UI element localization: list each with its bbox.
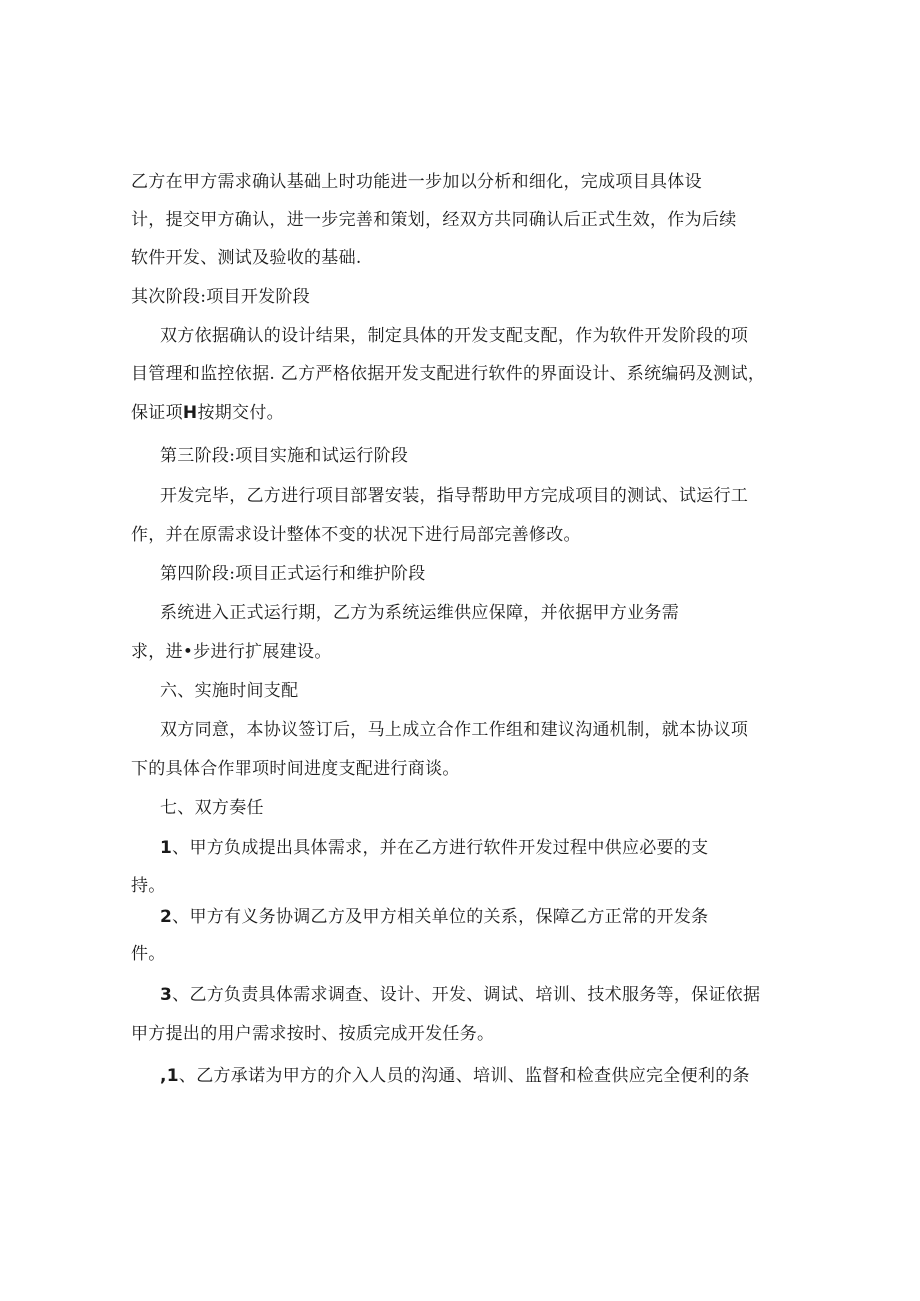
section-heading: 七、双方奏任 (160, 798, 264, 818)
text-run: 、甲方有义务协调乙方及甲方相关单位的关系，保障乙方正常的开发条 (172, 907, 709, 927)
paragraph-line: 乙方在甲方需求确认基础上时功能进一步加以分析和细化，完成项目具体设 (131, 172, 702, 192)
list-number: 1 (160, 838, 173, 858)
paragraph-line: 系统进入正式运行期，乙方为系统运维供应保障，并依据甲方业务需 (160, 603, 679, 623)
text-run: H (182, 403, 198, 423)
section-heading: 第三阶段:项目实施和试运行阶段 (160, 446, 409, 466)
list-item-line: 件。 (131, 944, 166, 964)
paragraph-line: 软件开发、测试及验收的基础. (131, 248, 362, 268)
text-run: 、甲方负成提出具体需求，并在乙方进行软件开发过程中供应必要的支 (172, 838, 709, 858)
list-item-line: 持。 (131, 876, 166, 896)
list-item-line (160, 1064, 750, 1088)
list-item-line (160, 905, 708, 929)
paragraph-line: 双方同意，本协议签订后，马上成立合作工作组和建议沟通机制，就本协议项 (160, 720, 749, 740)
section-heading: 六、实施时间支配 (160, 681, 299, 701)
section-heading: 其次阶段:项目开发阶段 (131, 287, 311, 307)
paragraph-line: 下的具体合作罪项时间进度支配进行商谈。 (131, 759, 460, 779)
text-run: 、乙方承诺为甲方的介入人员的沟通、培训、监督和检查供应完全便利的条 (178, 1066, 750, 1086)
list-number: 3 (160, 985, 173, 1005)
list-item-line (160, 983, 760, 1007)
section-heading: 第四阶段:项目正式运行和维护阶段 (160, 564, 426, 584)
paragraph-line: 双方依据确认的设计结果，制定具体的开发支配支配，作为软件开发阶段的项 (160, 326, 749, 346)
list-item-line (160, 836, 708, 860)
text-run: 、乙方负责具体需求调查、设计、开发、调试、培训、技术服务等，保证依据 (172, 985, 761, 1005)
paragraph-line: 开发完毕，乙方进行项目部署安装，指导帮助甲方完成项目的测试、试运行工 (160, 486, 749, 506)
text-run: 按期交付。 (197, 403, 284, 423)
text-run: 保证项 (131, 403, 183, 423)
paragraph-line (131, 401, 284, 425)
list-number: 2 (160, 907, 173, 927)
list-number: ,1 (160, 1066, 179, 1086)
paragraph-line: 目管理和监控依据. 乙方严格依据开发支配进行软件的界面设计、系统编码及测试， (131, 364, 766, 384)
paragraph-line: 作，并在原需求设计整体不变的状况下进行局部完善修改。 (131, 525, 581, 545)
paragraph-line: 计，提交甲方确认，进一步完善和策划，经双方共同确认后正式生效，作为后续 (131, 210, 737, 230)
list-item-line: 甲方提出的用户需求按时、按质完成开发任务。 (131, 1024, 495, 1044)
paragraph-line: 求，进•步进行扩展建设。 (131, 642, 332, 662)
